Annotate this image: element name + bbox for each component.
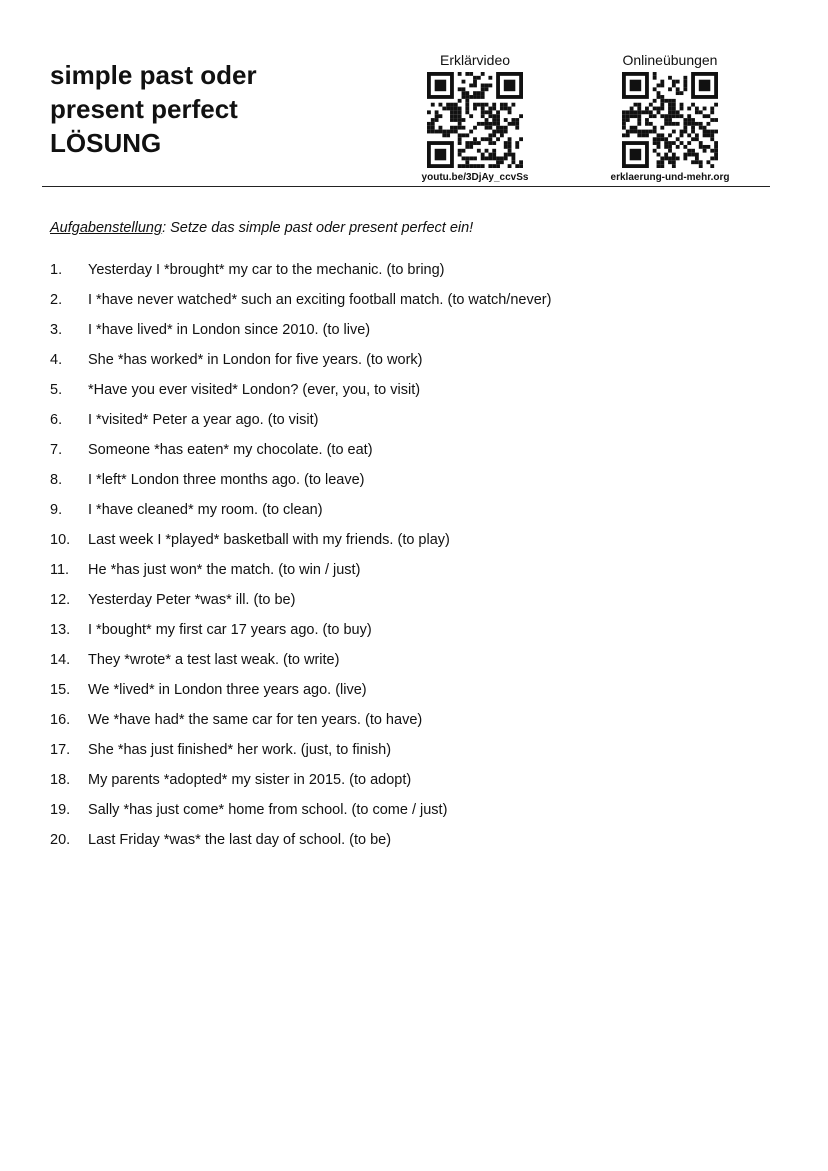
title-line-1: simple past oder: [50, 60, 257, 90]
worksheet-title: [50, 58, 257, 160]
exercise-number: 10.: [50, 532, 71, 548]
task-label: Aufgabenstellung: [50, 220, 163, 236]
online-exercises-url: erklaerung-und-mehr.org: [610, 172, 730, 183]
exercise-number: 11.: [50, 562, 70, 578]
exercise-text: He *has just won* the match. (to win / just): [88, 562, 361, 578]
exercise-text: I *visited* Peter a year ago. (to visit): [88, 412, 319, 428]
qr-code-icon[interactable]: [622, 72, 718, 168]
exercise-text: She *has worked* in London for five years. (to work): [88, 352, 423, 368]
exercise-number: 7.: [50, 442, 63, 458]
exercise-item: [50, 469, 551, 499]
online-exercises-qr-block: [590, 52, 750, 184]
exercise-text: Last Friday *was* the last day of school. (to be): [88, 832, 392, 848]
task-text: Setze das simple past oder present perfect ein!: [166, 220, 474, 236]
exercise-item: [50, 619, 551, 649]
exercise-item: [50, 409, 551, 439]
exercise-number: 2.: [50, 292, 63, 308]
exercise-number: 15.: [50, 682, 71, 698]
exercise-number: 16.: [50, 712, 71, 728]
explainer-video-label: Erklärvideo: [439, 52, 511, 68]
exercise-text: Sally *has just come* home from school. (to come / just): [88, 802, 448, 818]
exercise-number: 3.: [50, 322, 63, 338]
exercise-text: We *have had* the same car for ten years. (to have): [88, 712, 423, 728]
exercise-item: [50, 349, 551, 379]
exercise-item: [50, 379, 551, 409]
exercise-item: [50, 499, 551, 529]
exercise-text: We *lived* in London three years ago. (live): [88, 682, 367, 698]
exercise-text: I *have cleaned* my room. (to clean): [88, 502, 323, 518]
exercise-number: 8.: [50, 472, 63, 488]
exercise-number: 12.: [50, 592, 71, 608]
exercise-text: Yesterday Peter *was* ill. (to be): [88, 592, 296, 608]
exercise-item: [50, 289, 551, 319]
exercise-text: My parents *adopted* my sister in 2015. (to adopt): [88, 772, 412, 788]
exercise-item: [50, 679, 551, 709]
exercise-text: I *have lived* in London since 2010. (to live): [88, 322, 371, 338]
exercise-item: [50, 769, 551, 799]
exercise-text: I *have never watched* such an exciting football match. (to watch/never): [88, 292, 552, 308]
exercise-number: 1.: [50, 262, 63, 278]
title-line-3: LÖSUNG: [50, 128, 162, 158]
exercise-item: [50, 559, 551, 589]
exercise-number: 4.: [50, 352, 63, 368]
exercise-number: 18.: [50, 772, 71, 788]
exercise-item: [50, 529, 551, 559]
exercise-text: They *wrote* a test last weak. (to write): [88, 652, 340, 668]
exercise-text: She *has just finished* her work. (just, to finish): [88, 742, 392, 758]
exercise-item: [50, 259, 551, 289]
exercise-number: 6.: [50, 412, 63, 428]
exercise-text: Someone *has eaten* my chocolate. (to eat): [88, 442, 373, 458]
exercise-item: [50, 319, 551, 349]
exercise-number: 19.: [50, 802, 71, 818]
exercise-text: Last week I *played* basketball with my friends. (to play): [88, 532, 450, 548]
exercise-item: [50, 709, 551, 739]
online-exercises-label: Onlineübungen: [622, 52, 718, 68]
exercise-item: [50, 589, 551, 619]
exercise-item: [50, 739, 551, 769]
exercise-number: 17.: [50, 742, 71, 758]
qr-code-icon[interactable]: [427, 72, 523, 168]
exercise-number: 5.: [50, 382, 63, 398]
explainer-video-qr-block: [405, 52, 545, 184]
title-line-2: present perfect: [50, 94, 238, 124]
exercise-item: [50, 649, 551, 679]
task-colon: :: [162, 220, 167, 236]
task-instruction: [50, 220, 473, 236]
exercise-text: I *left* London three months ago. (to leave): [88, 472, 365, 488]
exercise-text: Yesterday I *brought* my car to the mechanic. (to bring): [88, 262, 445, 278]
exercise-item: [50, 829, 551, 859]
explainer-video-url: youtu.be/3DjAy_ccvSs: [421, 172, 529, 183]
exercise-number: 20.: [50, 832, 71, 848]
exercise-text: *Have you ever visited* London? (ever, you, to visit): [88, 382, 421, 398]
exercise-number: 9.: [50, 502, 63, 518]
exercise-number: 14.: [50, 652, 71, 668]
header-divider: [42, 186, 770, 187]
exercise-number: 13.: [50, 622, 71, 638]
exercise-item: [50, 439, 551, 469]
exercise-list: [50, 259, 551, 859]
exercise-item: [50, 799, 551, 829]
exercise-text: I *bought* my first car 17 years ago. (to buy): [88, 622, 372, 638]
